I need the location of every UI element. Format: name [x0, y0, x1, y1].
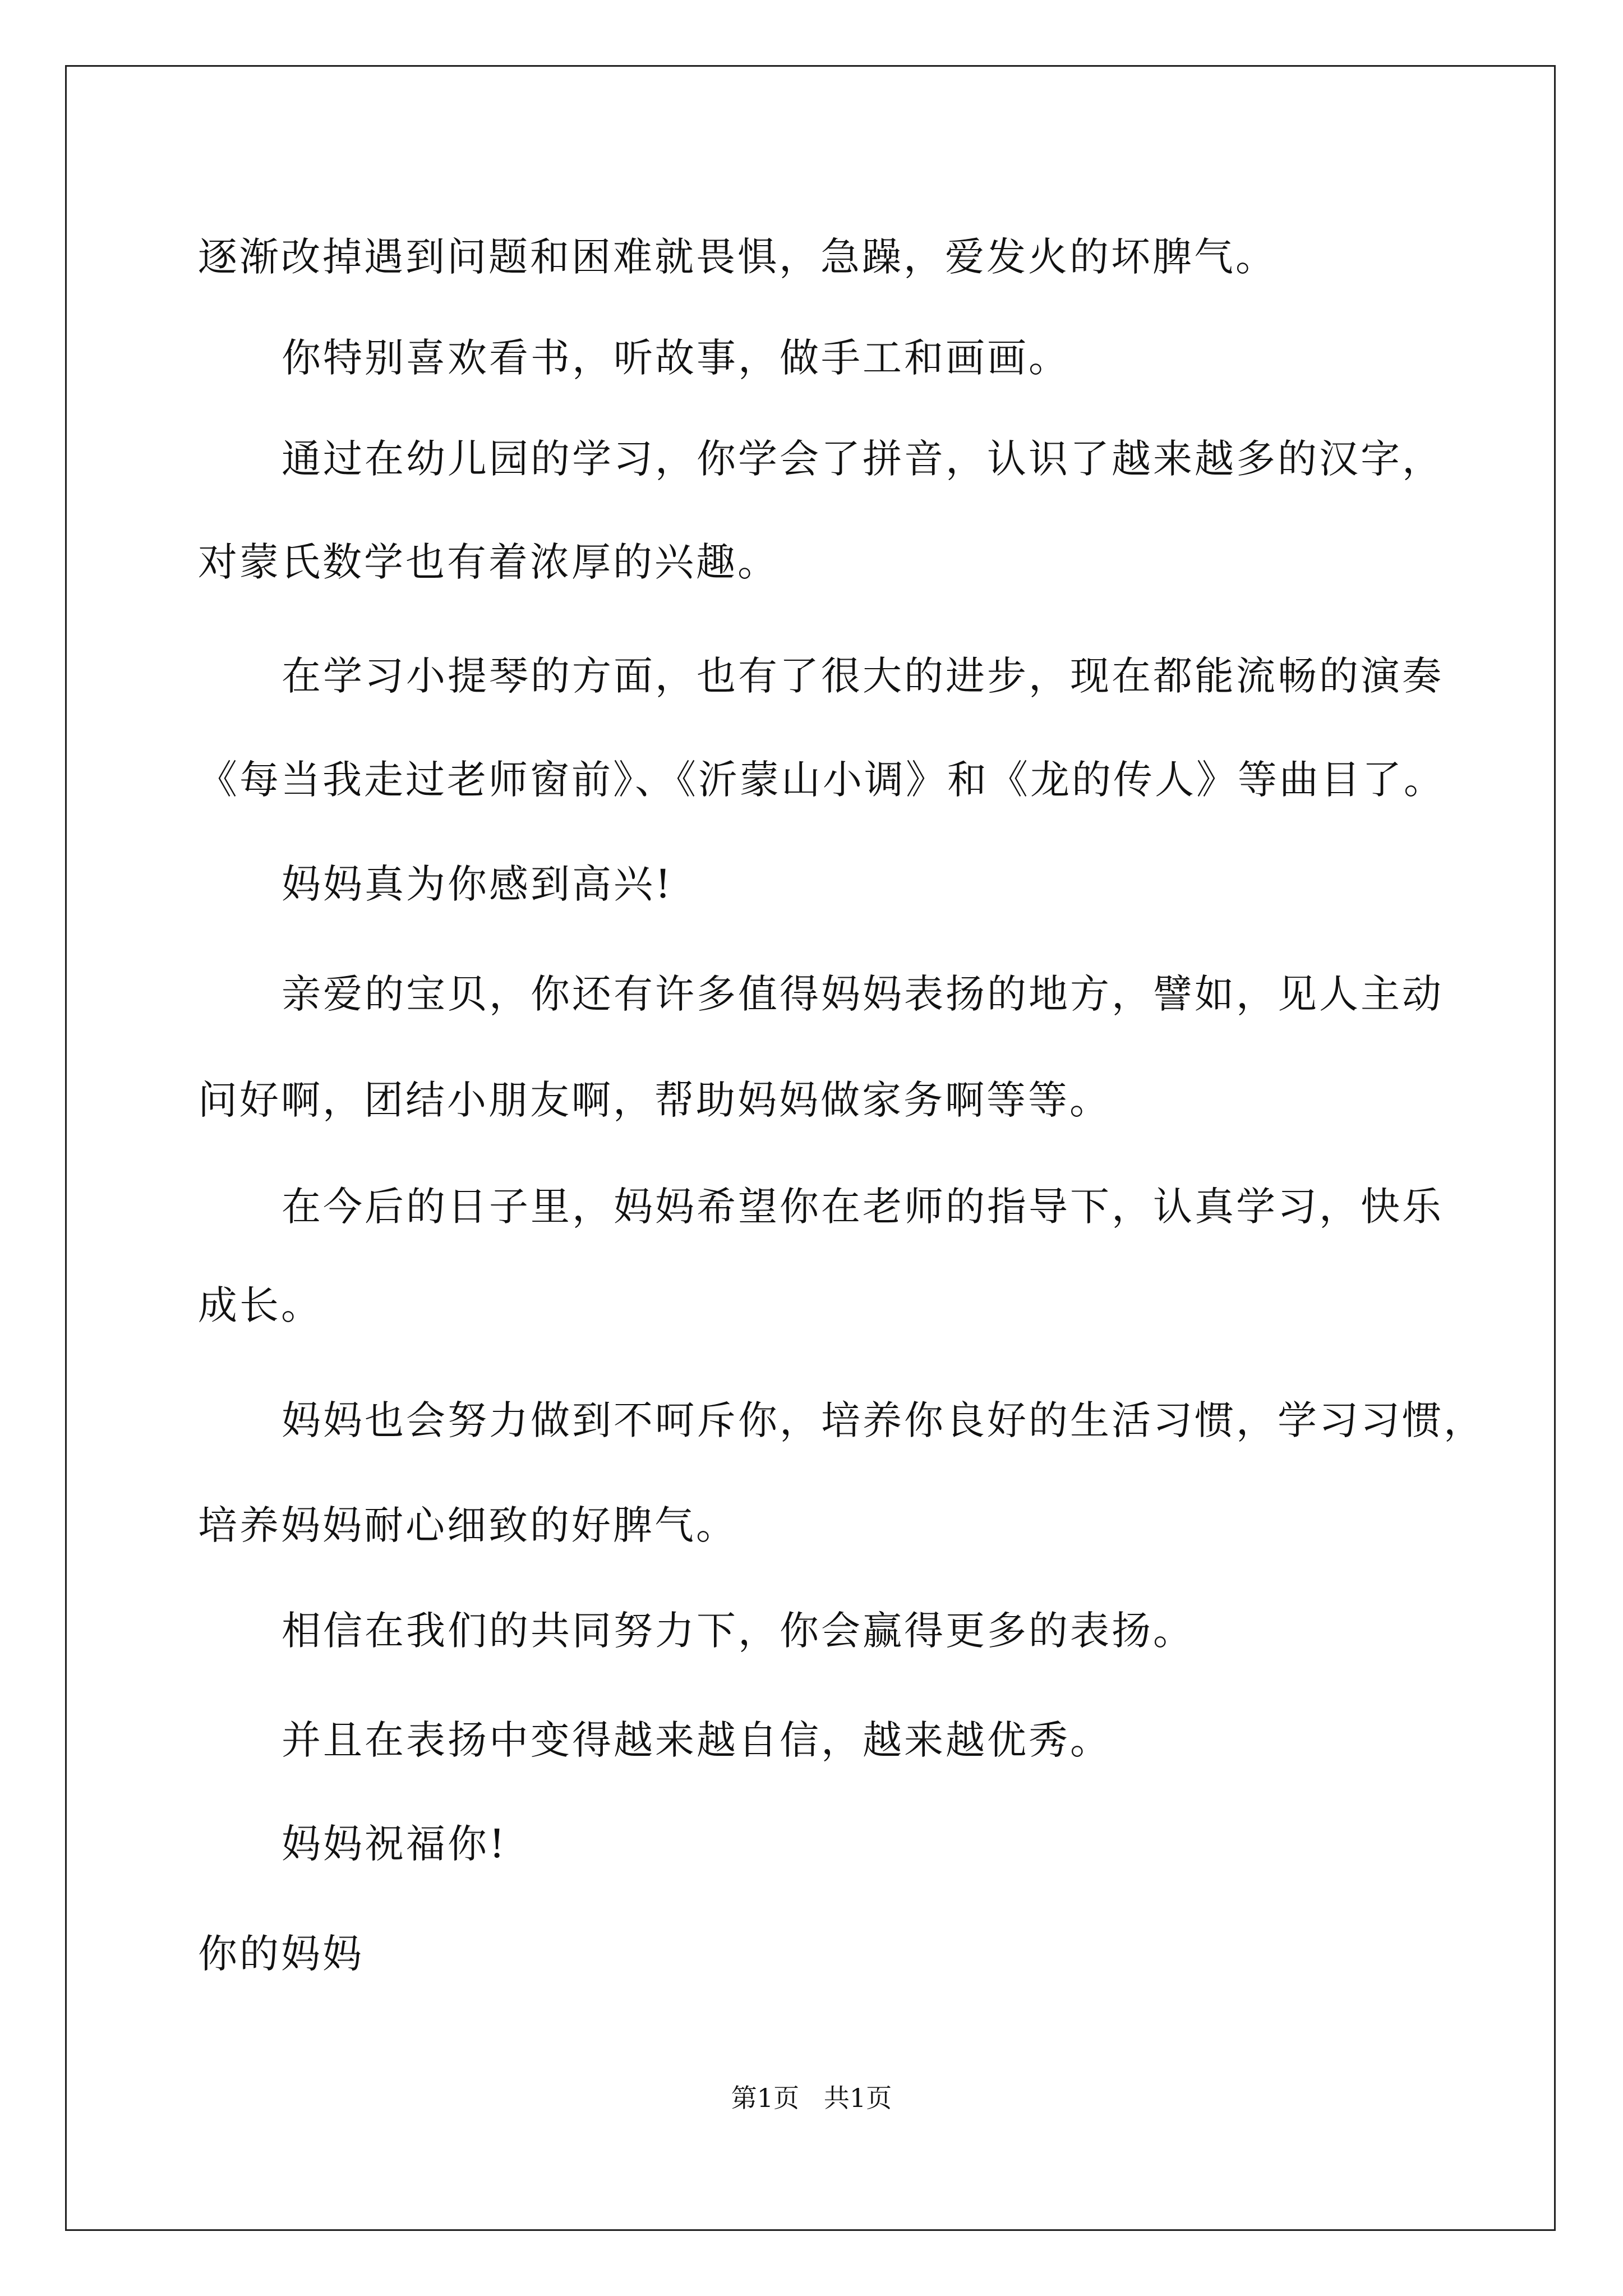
page-border — [65, 65, 1556, 2231]
body-line-9: 问好啊，团结小朋友啊，帮助妈妈做家务啊等等。 — [198, 1077, 1111, 1123]
body-line-4: 对蒙氏数学也有着浓厚的兴趣。 — [198, 539, 779, 585]
body-line-10: 在今后的日子里，妈妈希望你在老师的指导下，认真学习，快乐 — [282, 1184, 1444, 1230]
body-line-5: 在学习小提琴的方面，也有了很大的进步，现在都能流畅的演奏 — [282, 653, 1444, 699]
body-line-14: 相信在我们的共同努力下，你会赢得更多的表扬。 — [282, 1608, 1195, 1654]
body-line-3: 通过在幼儿园的学习，你学会了拼音，认识了越来越多的汉字， — [282, 436, 1444, 482]
body-line-7: 妈妈真为你感到高兴! — [282, 861, 674, 907]
body-line-1: 逐渐改掉遇到问题和困难就畏惧，急躁，爱发火的坏脾气。 — [198, 234, 1277, 280]
body-line-13: 培养妈妈耐心细致的好脾气。 — [198, 1502, 737, 1548]
page-footer: 第1页 共1页 — [731, 2083, 892, 2113]
body-line-16: 妈妈祝福你! — [282, 1821, 508, 1867]
body-line-15: 并且在表扬中变得越来越自信，越来越优秀。 — [282, 1717, 1112, 1763]
signature: 你的妈妈 — [198, 1931, 364, 1977]
body-line-2: 你特别喜欢看书，听故事，做手工和画画。 — [282, 335, 1070, 381]
body-line-12: 妈妈也会努力做到不呵斥你，培养你良好的生活习惯，学习习惯， — [282, 1397, 1485, 1443]
body-line-8: 亲爱的宝贝，你还有许多值得妈妈表扬的地方，譬如，见人主动 — [282, 971, 1444, 1017]
body-line-11: 成长。 — [198, 1282, 322, 1328]
body-line-6: 《每当我走过老师窗前》、《沂蒙山小调》和《龙的传人》等曲目了。 — [198, 757, 1445, 803]
